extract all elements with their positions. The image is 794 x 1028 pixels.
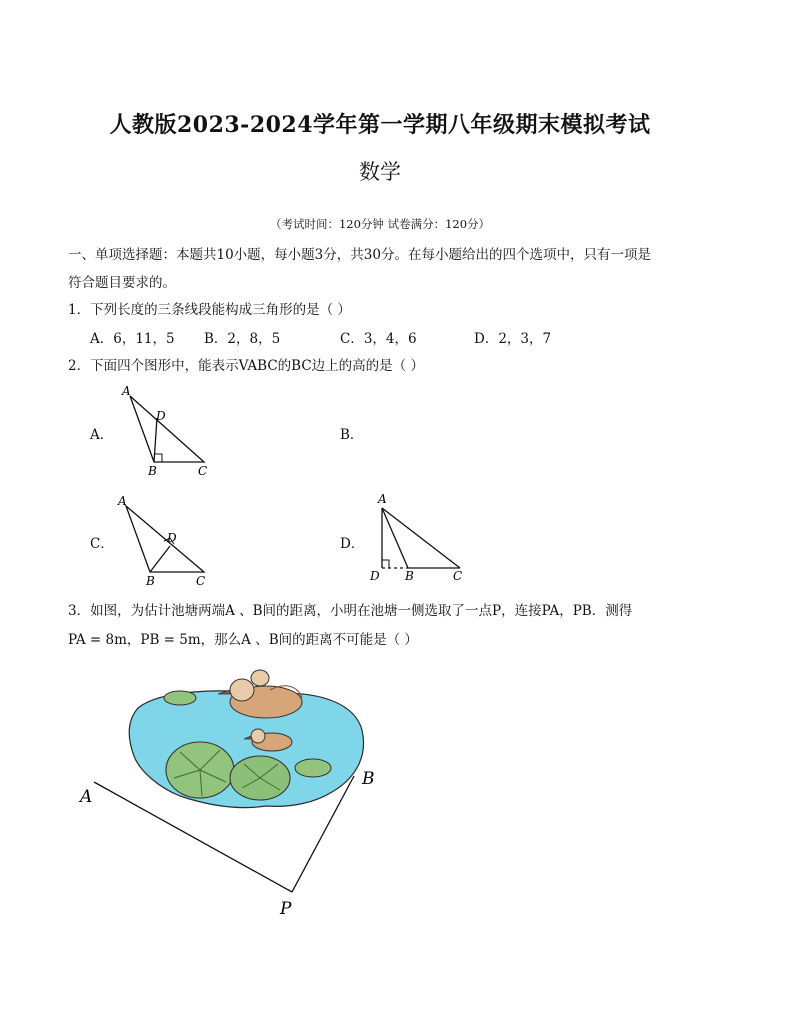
q3-label-b: B bbox=[362, 769, 375, 789]
q3-stem-line1: 3．如图，为估计池塘两端A 、B间的距离，小明在池塘一侧选取了一点P，连接PA，PB．测得 bbox=[68, 603, 633, 619]
q3-stem-line2: PA = 8m，PB = 5m，那么A 、B间的距离不可能是（ ） bbox=[68, 632, 418, 648]
q2c-label-d: D bbox=[167, 531, 177, 545]
q2a-label-a: A bbox=[122, 384, 131, 398]
q2-option-a-label: A． bbox=[90, 427, 114, 443]
small-lily-pad bbox=[164, 691, 196, 705]
q2-stem: 2．下面四个图形中，能表示VABC的BC边上的高的是（ ） bbox=[68, 358, 424, 374]
exam-title: 人教版2023-2024学年第一学期八年级期末模拟考试 bbox=[109, 112, 651, 138]
q2c-label-a: A bbox=[118, 494, 127, 508]
q2-option-d-label: D． bbox=[340, 536, 365, 552]
q2d-label-c: C bbox=[453, 569, 463, 583]
q1-option-d: D．2，3，7 bbox=[474, 331, 552, 347]
q2-option-b-label: B． bbox=[340, 427, 364, 443]
q3-label-a: A bbox=[80, 787, 93, 807]
section1-instructions-line1: 一、单项选择题：本题共10小题，每小题3分，共30分。在每小题给出的四个选项中，只有一项是 bbox=[68, 247, 651, 263]
q2a-label-b: B bbox=[148, 464, 157, 478]
q2-figure-d bbox=[364, 488, 474, 588]
q3-pond-figure bbox=[70, 660, 400, 920]
q2a-label-c: C bbox=[198, 464, 208, 478]
q2d-label-b: B bbox=[405, 569, 414, 583]
q2d-label-a: A bbox=[378, 492, 387, 506]
q2c-label-c: C bbox=[196, 574, 206, 588]
q2d-label-d: D bbox=[370, 569, 380, 583]
section1-instructions-line2: 符合题目要求的。 bbox=[68, 275, 176, 291]
q1-option-a: A．6，11，5 bbox=[90, 331, 175, 347]
q1-option-c: C．3，4，6 bbox=[340, 331, 417, 347]
q1-stem: 1．下列长度的三条线段能构成三角形的是（ ） bbox=[68, 302, 351, 318]
q2c-label-b: B bbox=[146, 574, 155, 588]
q2-figure-a bbox=[112, 380, 222, 480]
q2a-label-d: D bbox=[156, 409, 166, 423]
q2-option-c-label: C． bbox=[90, 536, 114, 552]
subject-heading: 数学 bbox=[359, 160, 401, 184]
q2-figure-c bbox=[112, 490, 222, 590]
exam-info: （考试时间：120分钟 试卷满分：120分） bbox=[269, 217, 491, 231]
q1-option-b: B．2，8，5 bbox=[204, 331, 281, 347]
q3-label-p: P bbox=[280, 899, 292, 919]
